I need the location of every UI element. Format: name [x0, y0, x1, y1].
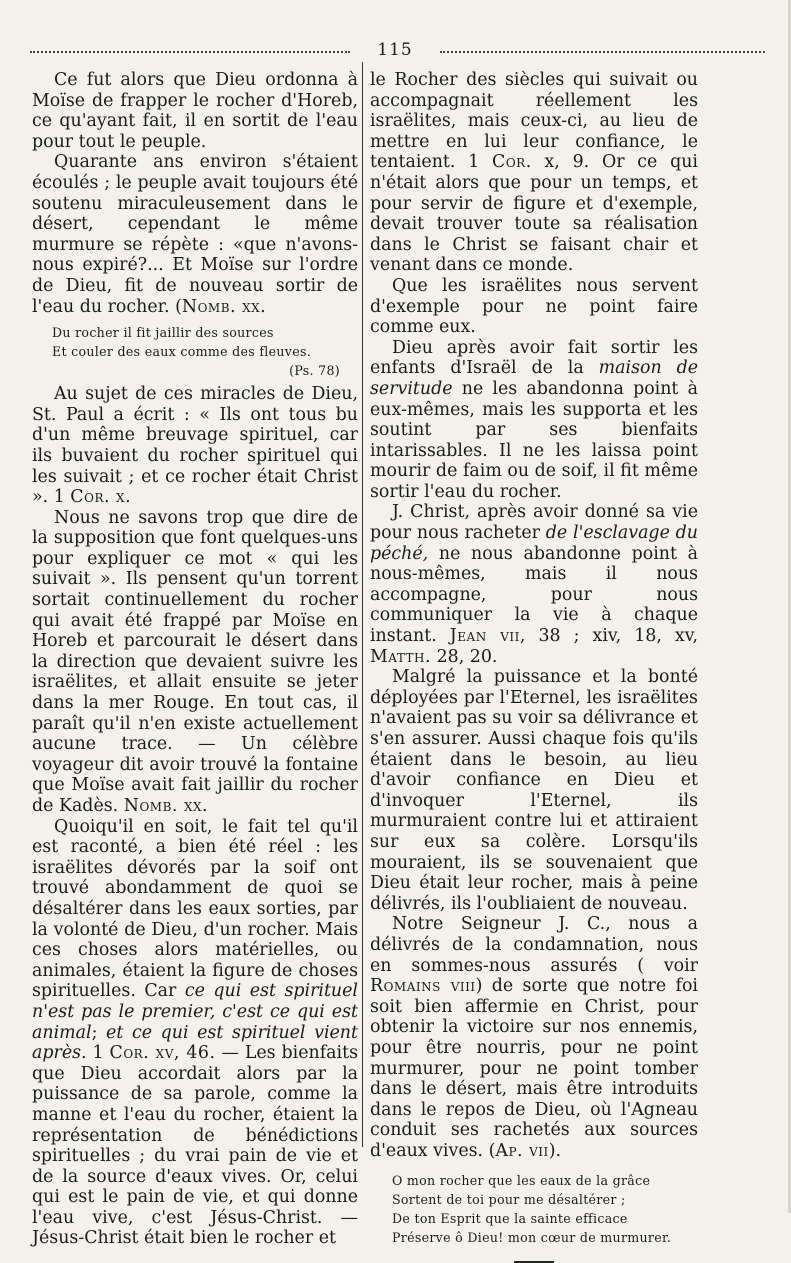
paragraph: Malgré la puissance et la bonté déployées par l'Eternel, les israëlites n'avaient pas su voir sa délivrance et s'en assurer. Aussi chaque fois qu'ils étaient dans le besoin, au lieu d'avoir confiance en Dieu et d'invoquer l'Eternel, ils murmuraient contre lui et attiraient sur eux sa colère. Lorsqu'ils mouraient, ils se souvenaient que Dieu était leur rocher, mais à peine délivrés, ils l'oubliaient de nouveau. — [370, 667, 698, 914]
verse-quote — [370, 1171, 698, 1247]
italic-phrase: maison de servitude — [370, 358, 699, 399]
paragraph — [370, 914, 698, 1161]
verse-line: Du rocher il fit jaillir des sources — [52, 325, 274, 341]
scripture-reference: Matth. — [370, 646, 432, 667]
italic-quote: et ce qui est spirituel vient après. — [32, 1022, 358, 1064]
paragraph-text: x, 9. Or ce qui n'était alors que pour un temps, et pour servir de figure et d'exemple, devait trouver toute sa réalisation dans le Christ se faisant chair et venant dans ce monde. — [370, 152, 698, 276]
verse-line: Sortent de toi pour me désaltérer ; — [392, 1192, 626, 1208]
paragraph-text: 1 — [86, 1043, 110, 1064]
paragraph-text: ). — [548, 1140, 562, 1161]
paragraph-text: J. Christ, après avoir donné sa vie pour nous racheter — [370, 502, 698, 544]
verse-source: (Ps. 78) — [289, 363, 340, 379]
verse-line: Et couler des eaux comme des fleuves. — [52, 344, 312, 360]
italic-quote: ce qui est spirituel n'est pas le premier, c'est ce qui est animal — [32, 981, 358, 1043]
paragraph-text: ) de sorte que notre foi soit bien affermie en Christ, pour obtenir la victoire sur nos ennemis, pour être nourris, pour ne point murmurer, pour ne point tomber dans le désert, mais être introduits dans le repos de Dieu, où l'Agneau conduit ses rachetés aux sources d'eaux vives. ( — [370, 976, 698, 1161]
paragraph — [370, 70, 698, 276]
paragraph-text: Nous ne savons trop que dire de la supposition que font quelques-uns pour expliquer ce mot « qui les suivait ». Ils pensent qu'un torrent sortait continuellement du rocher qui avait été frappé par Moïse en Horeb et parcourait le désert dans la direction que devaient suivre les israëlites, et allait ensuite se jeter dans la mer Rouge. En tout cas, il paraît qu'il n'en existe actuellement aucune trace. — Un célèbre voyageur dit avoir trouvé la fontaine que Moïse avait fait jaillir du rocher de Kadès. — [32, 507, 358, 816]
paragraph-text: — Les bienfaits que Dieu accordait alors par la puissance de sa parole, comme la manne et l'eau du rocher, étaient la représentation de bénédictions spirituelles ; du vrai pain de vie et de la source d'eaux vives. Or, celui qui est le pain de vie, et qui donne l'eau vive, c'est Jésus-Christ. — Jésus-Christ était bien le rocher et — [32, 1043, 358, 1249]
scripture-reference: Nomb. xx. — [123, 796, 209, 816]
paragraph-text: Notre Seigneur J. C., nous a délivrés de la condamnation, nous en sommes-nous assurés ( voir — [370, 914, 698, 976]
paragraph-text: , 38 ; xiv, 18, xv, — [519, 626, 698, 647]
verse-line: O mon rocher que les eaux de la grâce — [392, 1173, 651, 1189]
paragraph-text: Au sujet de ces miracles de Dieu, St. Paul a écrit : « Ils ont tous bu d'un même breuvage spirituel, car ils buvaient du rocher spirituel qui les suivait ; et ce rocher était Christ ». 1 — [32, 384, 358, 508]
scripture-reference: Cor. — [492, 152, 532, 173]
paragraph-text: ; — [91, 1022, 107, 1043]
paragraph — [370, 502, 698, 667]
page-number: 115 — [377, 40, 413, 60]
paragraph — [32, 508, 358, 817]
paragraph — [370, 338, 698, 503]
paragraph-text: ne nous abandonne point à nous-mêmes, mais il nous accompagne, pour nous communiquer la vie à chaque instant. — [370, 543, 698, 647]
verse-quote — [32, 323, 358, 380]
paragraph-text: Dieu après avoir fait sortir les enfants d'Israël de la — [370, 337, 698, 379]
header-rule-left — [30, 51, 350, 53]
scripture-reference: Cor. x. — [70, 487, 132, 508]
italic-phrase: de l'esclavage du péché, — [370, 523, 698, 564]
paragraph-text: 28, 20. — [431, 646, 498, 667]
paragraph: Que les israëlites nous servent d'exemple pour ne point faire comme eux. — [370, 275, 698, 338]
scripture-reference: Nomb. xx. — [181, 296, 267, 317]
paragraph: Ce fut alors que Dieu ordonna à Moïse de frapper le rocher d'Horeb, ce qu'ayant fait, il en sortit de l'eau pour tout le peuple. — [32, 70, 358, 152]
scripture-reference: Romains viii — [370, 976, 476, 997]
page-header — [30, 40, 765, 62]
column-divider — [362, 62, 363, 1147]
header-rule-right — [440, 51, 765, 53]
paragraph — [32, 384, 358, 508]
paragraph-text: le Rocher des siècles qui suivait ou accompagnait réellement les israëlites, mais ceux-ci, au lieu de mettre en lui leur confiance, le tentaient. 1 — [370, 70, 698, 173]
paragraph-text: Quarante ans environ s'étaient écoulés ; le peuple avait toujours été soutenu miraculeusement dans le désert, cependant le même murmure se répète : «que n'avons-nous expiré?... Et Moïse sur l'ordre de Dieu, fit de nouveau sortir de l'eau du rocher. ( — [32, 152, 358, 317]
paragraph-text: ne les abandonna point à eux-mêmes, mais les supporta et les soutint par ses bienfaits intarissables. Il ne les laissa point mourir de faim ou de soif, il fit même sortir l'eau du rocher. — [370, 378, 698, 502]
paragraph — [32, 817, 358, 1249]
scripture-reference: Cor. xv, 46. — [109, 1043, 216, 1064]
right-column — [370, 70, 698, 1263]
paragraph-text: Quoiqu'il en soit, le fait tel qu'il est raconté, a bien été réel : les israëlites dévorés par la soif ont trouvé abondamment de quoi se désaltérer dans les eaux sorties, par la volonté de Dieu, d'un rocher. Mais ces choses alors matérielles, ou animales, étaient la figure de choses spirituelles. Car — [32, 816, 358, 1002]
left-column — [32, 70, 358, 1249]
verse-line: De ton Esprit que la sainte efficace — [392, 1211, 628, 1227]
scripture-reference: Jean vii — [449, 626, 520, 647]
paragraph — [32, 152, 358, 317]
scripture-reference: Ap. vii — [495, 1140, 549, 1161]
verse-line: Préserve ô Dieu! mon cœur de murmurer. — [392, 1230, 672, 1246]
